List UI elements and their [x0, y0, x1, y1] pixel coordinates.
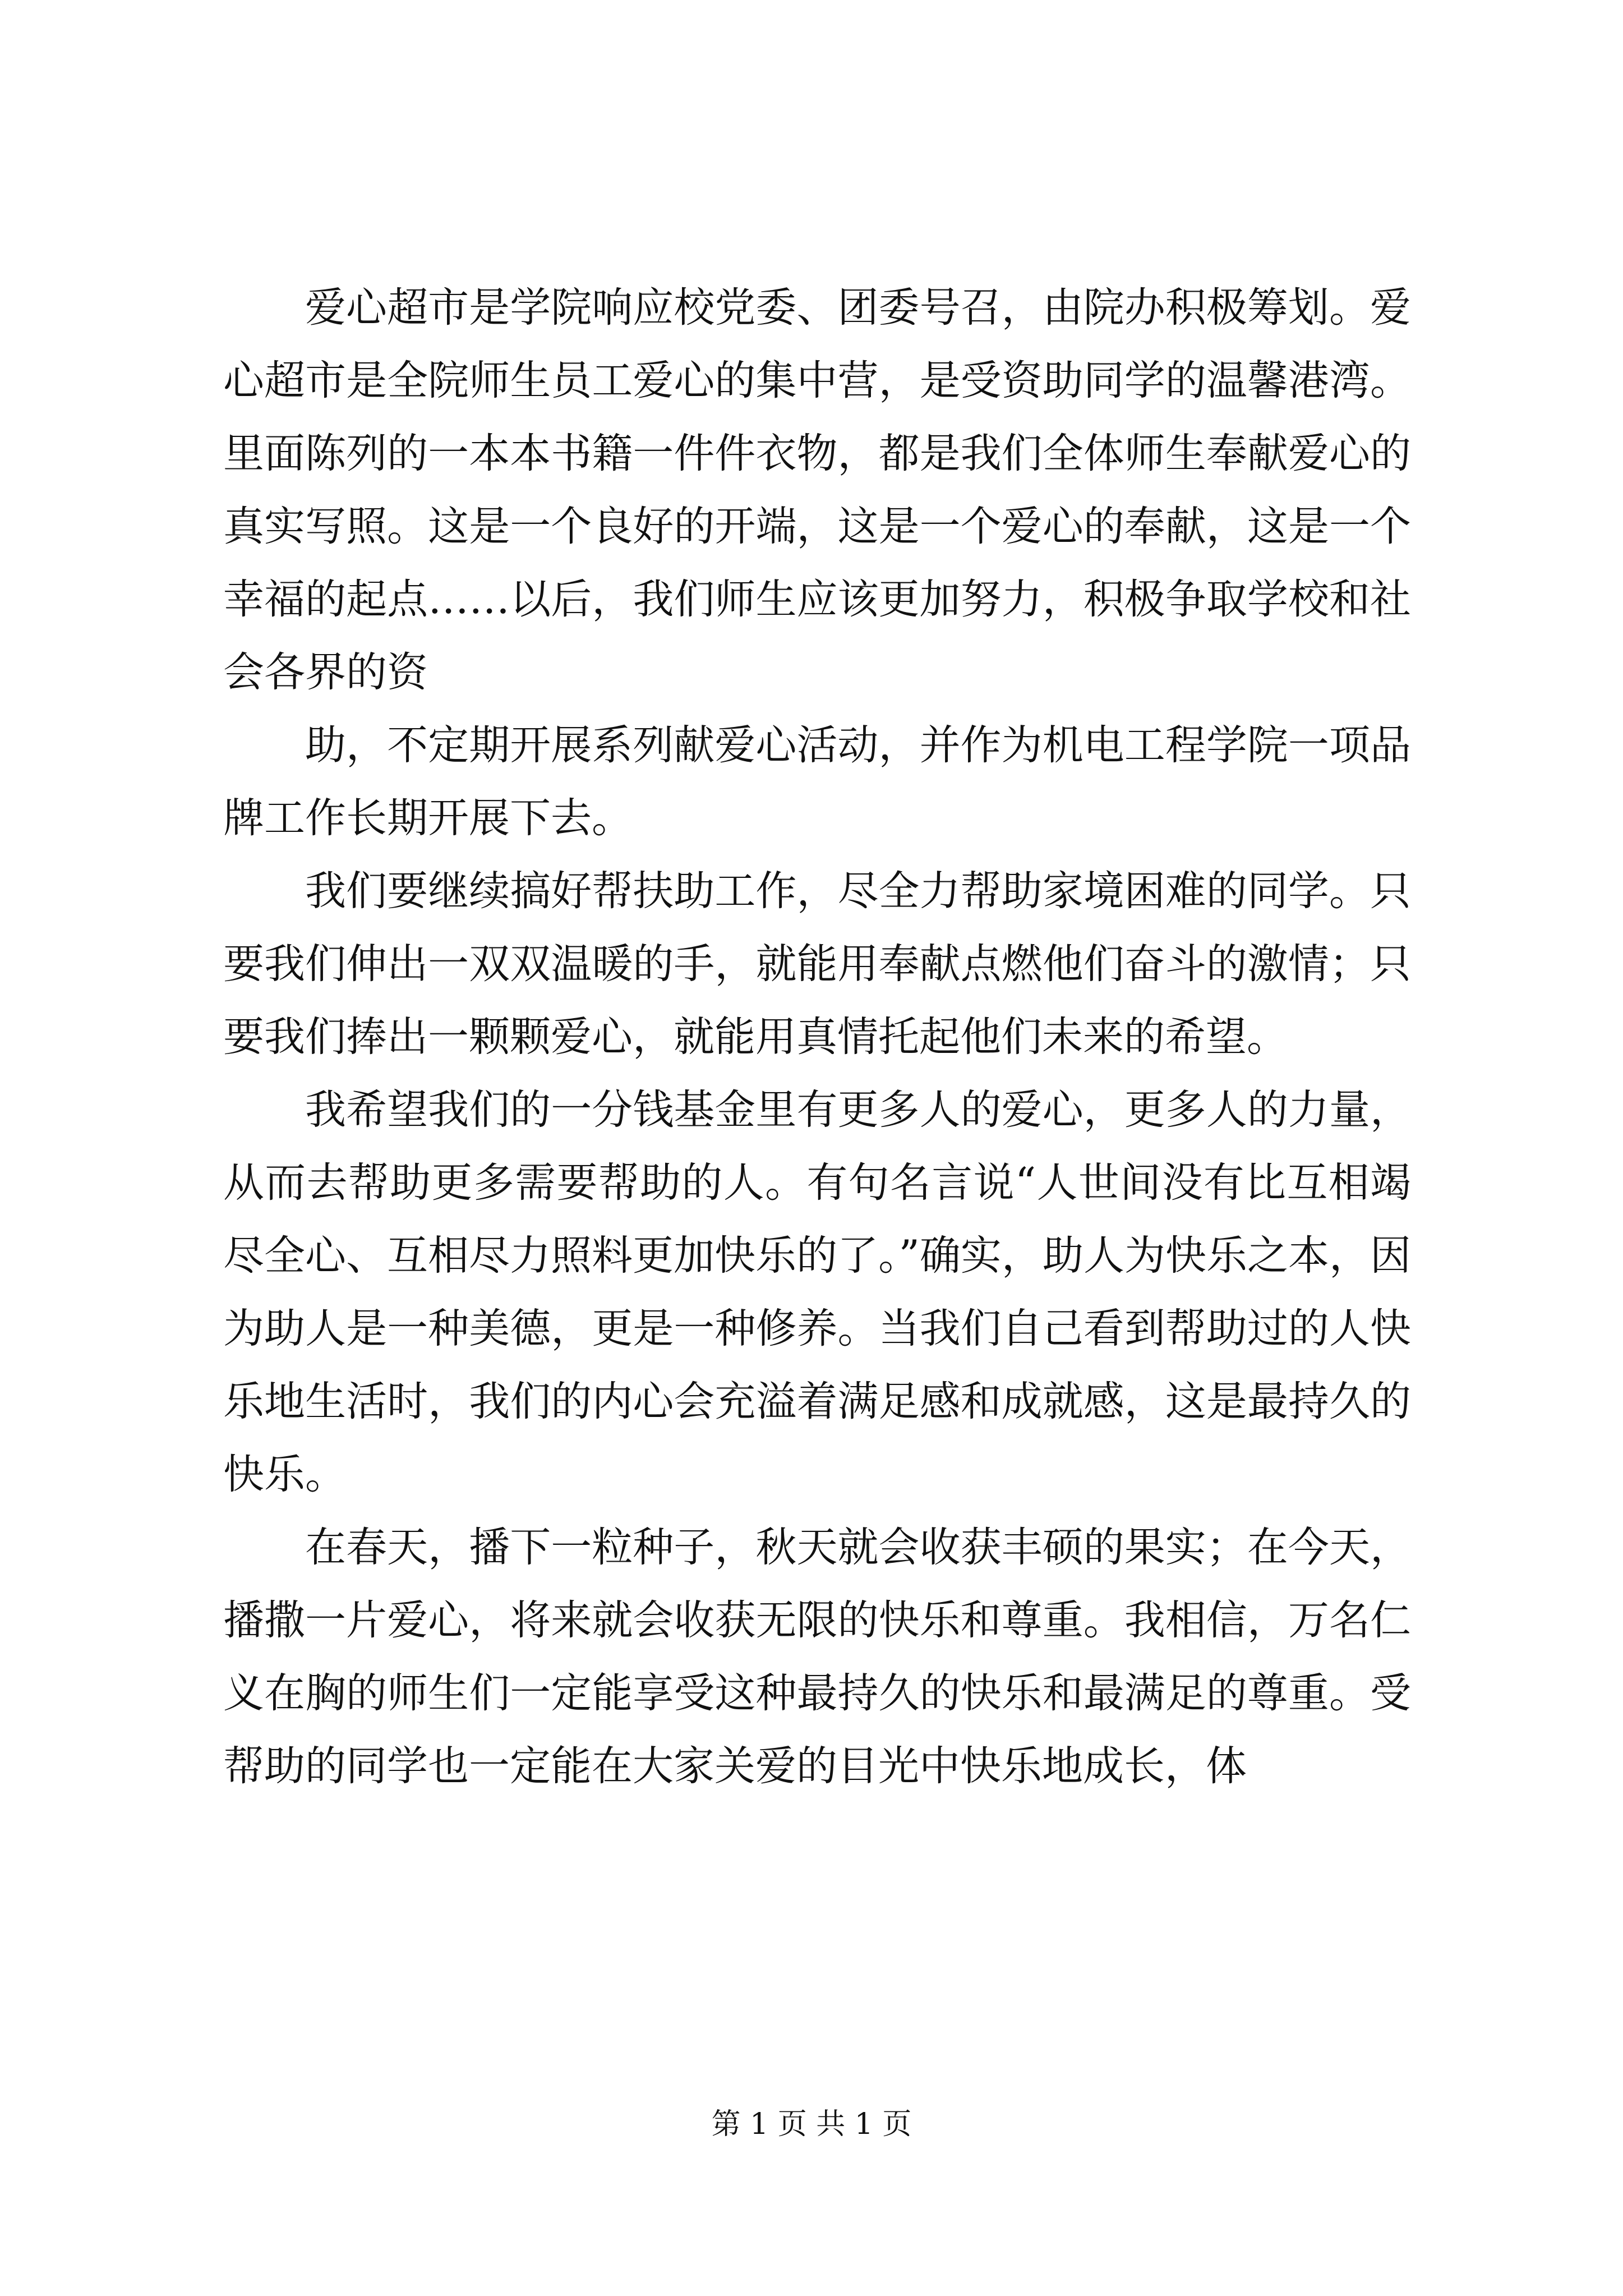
- paragraph: 在春天，播下一粒种子，秋天就会收获丰硕的果实；在今天，播撒一片爱心，将来就会收获无限的快乐和尊重。我相信，万名仁义在胸的师生们一定能享受这种最持久的快乐和最满足的尊重。受帮助的同学也一定能在大家关爱的目光中快乐地成长，体: [223, 1524, 1411, 1790]
- paragraph: 我们要继续搞好帮扶助工作，尽全力帮助家境困难的同学。只要我们伸出一双双温暖的手，就能用奉献点燃他们奋斗的激情；只要我们捧出一颗颗爱心，就能用真情托起他们未来的希望。: [223, 867, 1411, 1061]
- paragraph: 爱心超市是学院响应校党委、团委号召，由院办积极筹划。爱心超市是全院师生员工爱心的集中营，是受资助同学的温馨港湾。里面陈列的一本本书籍一件件衣物，都是我们全体师生奉献爱心的真实写照。这是一个良好的开端，这是一个爱心的奉献，这是一个幸福的起点……以后，我们师生应该更加努力，积极争取学校和社会各界的资: [223, 284, 1411, 696]
- paragraph: 助，不定期开展系列献爱心活动，并作为机电工程学院一项品牌工作长期开展下去。: [223, 721, 1411, 842]
- page-footer: 第 1 页 共 1 页: [711, 2108, 912, 2141]
- document-body: [223, 272, 1411, 1803]
- paragraph: 我希望我们的一分钱基金里有更多人的爱心，更多人的力量，从而去帮助更多需要帮助的人。有句名言说“人世间没有比互相竭尽全心、互相尽力照料更加快乐的了。”确实，助人为快乐之本，因为助人是一种美德，更是一种修养。当我们自己看到帮助过的人快乐地生活时，我们的内心会充溢着满足感和成就感，这是最持久的快乐。: [223, 1086, 1411, 1498]
